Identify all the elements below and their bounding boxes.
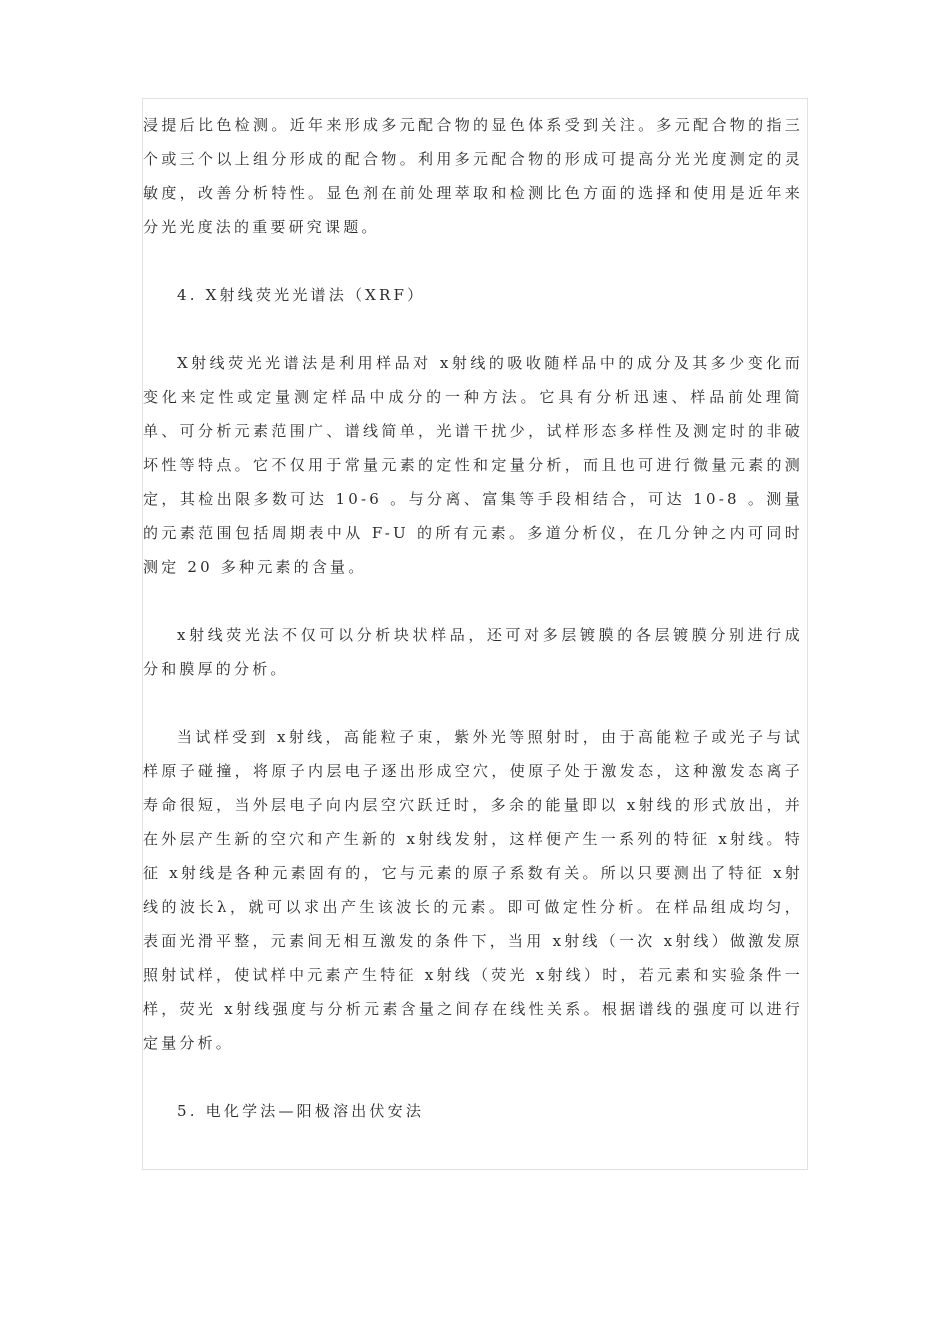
paragraph-continuation: 浸提后比色检测。近年来形成多元配合物的显色体系受到关注。多元配合物的指三个或三个以上组分形成的配合物。利用多元配合物的形成可提高分光光度测定的灵敏度，改善分析特性。显色剂在前处理萃取和检测比色方面的选择和使用是近年来分光光度法的重要研究课题。 xyxy=(143,116,803,236)
paragraph-xrf-intro: X射线荧光光谱法是利用样品对 x射线的吸收随样品中的成分及其多少变化而变化来定性或定量测定样品中成分的一种方法。它具有分析迅速、样品前处理简单、可分析元素范围广、谱线简单，光谱干扰少，试样形态多样性及测定时的非破坏性等特点。它不仅用于常量元素的定性和定量分析，而且也可进行微量元素的测定，其检出限多数可达 10-6 。与分离、富集等手段相结合，可达 10-8 。测量的元素范围包括周期表中从 F-U 的所有元素。多道分析仪，在几分钟之内可同时测定 20 多种元素的含量。 xyxy=(143,354,803,576)
section-heading-xrf: 4. X射线荧光光谱法（XRF） xyxy=(177,286,426,304)
paragraph-xrf-multilayer: x射线荧光法不仅可以分析块状样品，还可对多层镀膜的各层镀膜分别进行成分和膜厚的分析。 xyxy=(143,626,803,678)
section-heading-electrochemistry: 5. 电化学法—阳极溶出伏安法 xyxy=(177,1102,425,1120)
document-body xyxy=(143,108,803,1128)
paragraph-xrf-principle: 当试样受到 x射线，高能粒子束，紫外光等照射时，由于高能粒子或光子与试样原子碰撞，将原子内层电子逐出形成空穴，使原子处于激发态，这种激发态离子寿命很短，当外层电子向内层空穴跃迁时，多余的能量即以 x射线的形式放出，并在外层产生新的空穴和产生新的 x射线发射，这样便产生一系列的特征 x射线。特征 x射线是各种元素固有的，它与元素的原子系数有关。所以只要测出了特征 x射线的波长λ，就可以求出产生该波长的元素。即可做定性分析。在样品组成均匀，表面光滑平整，元素间无相互激发的条件下，当用 x射线（一次 x射线）做激发原照射试样，使试样中元素产生特征 x射线（荧光 x射线）时，若元素和实验条件一样，荧光 x射线强度与分析元素含量之间存在线性关系。根据谱线的强度可以进行定量分析。 xyxy=(143,728,803,1052)
